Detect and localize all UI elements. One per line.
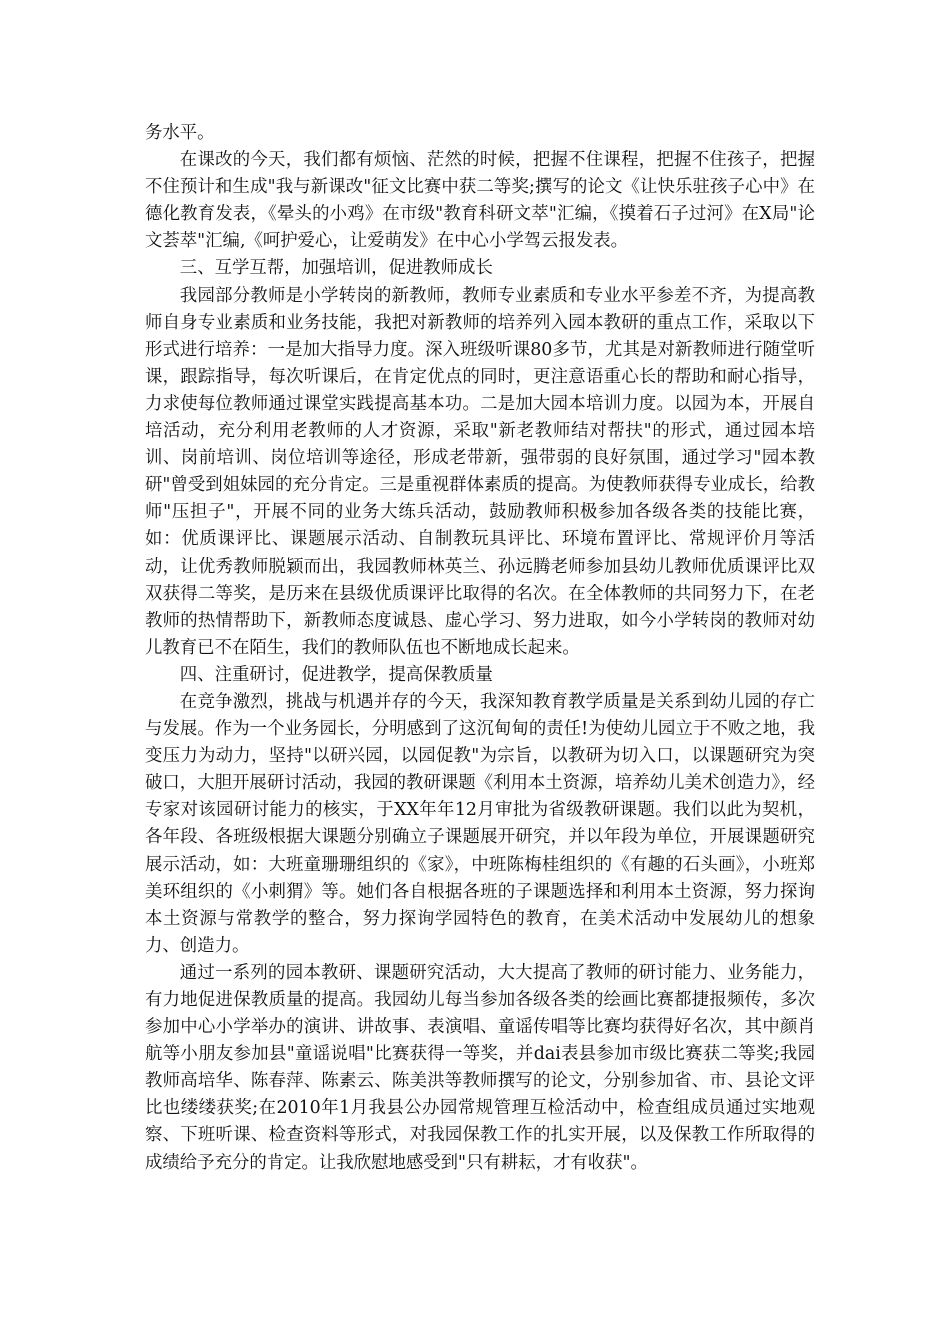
paragraph-teacher-training: 我园部分教师是小学转岗的新教师，教师专业素质和专业水平参差不齐，为提高教师自身专业素质和业务技能，我把对新教师的培养列入园本教研的重点工作，采取以下形式进行培养：一是加大指导力度。深入班级听课80多节，尤其是对新教师进行随堂听课，跟踪指导，每次听课后，在肯定优点的同时，更注意语重心长的帮助和耐心指导，力求使每位教师通过课堂实践提高基本功。二是加大园本培训力度。以园为本，开展自培活动，充分利用老教师的人才资源，采取"新老教师结对帮扶"的形式，通过园本培训、岗前培训、岗位培训等途径，形成老带新，强带弱的良好氛围，通过学习"园本教研"曾受到姐妹园的充分肯定。三是重视群体素质的提高。为使教师获得专业成长，给教师"压担子"，开展不同的业务大练兵活动，鼓励教师积极参加各级各类的技能比赛，如：优质课评比、课题展示活动、自制教玩具评比、环境布置评比、常规评价月等活动，让优秀教师脱颖而出，我园教师林英兰、孙远腾老师参加县幼儿教师优质课评比双双获得二等奖，是历来在县级优质课评比取得的名次。在全体教师的共同努力下，在老教师的热情帮助下，新教师态度诚恳、虚心学习、努力进取，如今小学转岗的教师对幼儿教育已不在陌生，我们的教师队伍也不断地成长起来。 xyxy=(145,285,815,658)
paragraph-research: 在竞争激烈，挑战与机遇并存的今天，我深知教育教学质量是关系到幼儿园的存亡与发展。作为一个业务园长，分明感到了这沉甸甸的责任!为使幼儿园立于不败之地，我变压力为动力，坚持"以研兴园，以园促教"为宗旨，以教研为切入口，以课题研究为突破口，大胆开展研讨活动，我园的教研课题《利用本土资源，培养幼儿美术创造力》，经专家对该园研讨能力的核实，于XX年年12月审批为省级教研课题。我们以此为契机，各年段、各班级根据大课题分别确立子课题展开研究，并以年段为单位，开展课题研究展示活动，如：大班童珊珊组织的《家》，中班陈梅桂组织的《有趣的石头画》，小班郑美环组织的《小刺猬》等。她们各自根据各班的子课题选择和利用本土资源，努力探询本土资源与常教学的整合，努力探询学园特色的教育，在美术活动中发展幼儿的想象力、创造力。 xyxy=(145,691,815,956)
section-heading-3: 三、互学互帮，加强培训，促进教师成长 xyxy=(179,258,493,279)
paragraph-results: 通过一系列的园本教研、课题研究活动，大大提高了教师的研讨能力、业务能力，有力地促进保教质量的提高。我园幼儿每当参加各级各类的绘画比赛都捷报频传，多次参加中心小学举办的演讲、讲故事、表演唱、童谣传唱等比赛均获得好名次，其中颜肖航等小朋友参加县"童谣说唱"比赛获得一等奖，并dai表县参加市级比赛获二等奖;我园教师高培华、陈春萍、陈素云、陈美洪等教师撰写的论文，分别参加省、市、县论文评比也缕缕获奖;在2010年1月我县公办园常规管理互检活动中，检查组成员通过实地观察、下班听课、检查资料等形式，对我园保教工作的扎实开展，以及保教工作所取得的成绩给予充分的肯定。让我欣慰地感受到"只有耕耘，才有收获"。 xyxy=(145,962,815,1173)
document-body xyxy=(145,120,815,1177)
paragraph-continuation: 务水平。 xyxy=(145,123,215,143)
paragraph-curriculum-reform: 在课改的今天，我们都有烦恼、茫然的时候，把握不住课程，把握不住孩子，把握不住预计和生成"我与新课改"征文比赛中获二等奖;撰写的论文《让快乐驻孩子心中》在德化教育发表，《晕头的小鸡》在市级"教育科研文萃"汇编，《摸着石子过河》在X局"论文荟萃"汇编,《呵护爱心，让爱萌发》在中心小学驾云报发表。 xyxy=(145,150,815,252)
section-heading-4: 四、注重研讨，促进教学，提高保教质量 xyxy=(179,664,493,685)
